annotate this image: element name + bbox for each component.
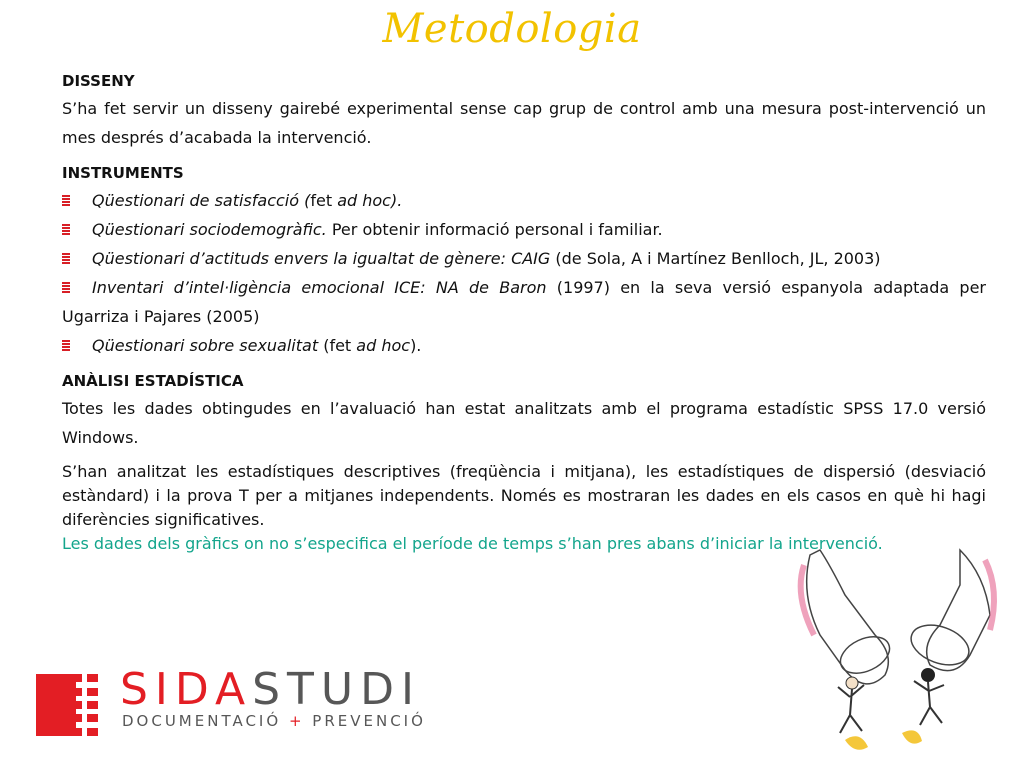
- bullet-icon: [62, 253, 70, 265]
- logo-wordmark: SIDASTUDI: [120, 664, 421, 715]
- disseny-text: S’ha fet servir un disseny gairebé experimental sense cap grup de control amb una mesura post-intervenció un mes després d’acabada la intervenció.: [62, 99, 986, 147]
- sidastudi-mark-icon: [36, 674, 98, 736]
- instruments-list: [62, 186, 986, 360]
- list-item: Qüestionari sociodemogràfic. Per obtenir informació personal i familiar.: [62, 215, 986, 244]
- heading-disseny: DISSENY: [62, 72, 135, 90]
- bullet-icon: [62, 224, 70, 236]
- slide-title: Metodologia: [382, 6, 642, 52]
- slide-content: [62, 68, 986, 556]
- list-item: Qüestionari sobre sexualitat (fet ad hoc).: [62, 331, 986, 360]
- list-item: Qüestionari d’actituds envers la igualtat de gènere: CAIG (de Sola, A i Martínez Benlloch, JL, 2003): [62, 244, 986, 273]
- bullet-icon: [62, 195, 70, 207]
- heading-instruments: INSTRUMENTS: [62, 164, 184, 182]
- analisi-text-2: S’han analitzat les estadístiques descriptives (freqüència i mitjana), les estadístiques de dispersió (desviació estàndard) i la prova T per a mitjanes independents. Només es mostraran les dades en els casos en què hi hagi diferències significatives.: [62, 462, 986, 529]
- analisi-text-1: Totes les dades obtingudes en l’avaluació han estat analitzats amb el programa estadístic SPSS 17.0 versió Windows.: [62, 399, 986, 447]
- bullet-icon: [62, 282, 70, 294]
- logo-tagline: DOCUMENTACIÓ + PREVENCIÓ: [122, 712, 426, 730]
- analisi-note: Les dades dels gràfics on no s’especifica el període de temps s’han pres abans d’iniciar la intervenció.: [62, 534, 883, 553]
- condom-figures-illustration: [790, 535, 1010, 760]
- list-item: Inventari d’intel·ligència emocional ICE: NA de Baron (1997) en la seva versió espanyola adaptada per Ugarriza i Pajares (2005): [62, 278, 987, 326]
- bullet-icon: [62, 340, 70, 352]
- list-item: Qüestionari de satisfacció (fet ad hoc).: [62, 186, 986, 215]
- heading-analisi: ANÀLISI ESTADÍSTICA: [62, 372, 244, 390]
